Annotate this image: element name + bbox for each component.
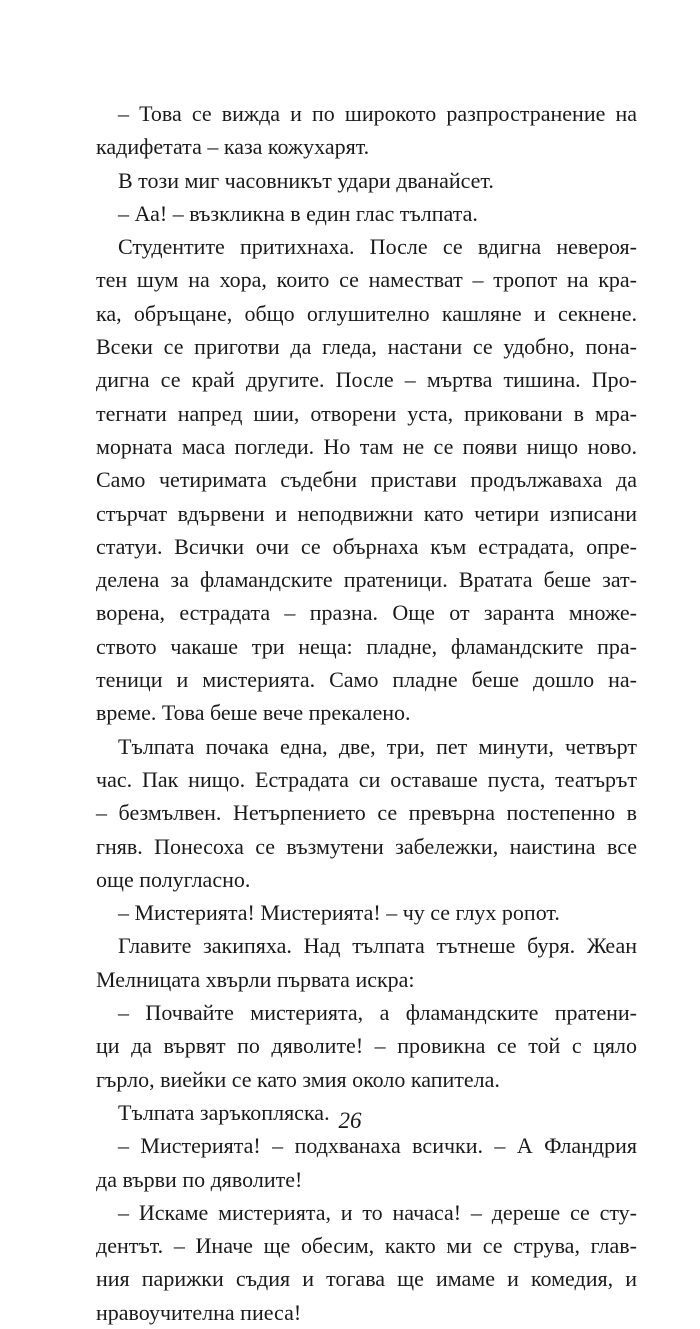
text-line: кадифетата – каза кожухарят. (96, 134, 370, 160)
paragraph (96, 197, 637, 230)
text-line: ка, обръщане, общо оглушително кашляне и секнене. (96, 300, 637, 326)
text-line: Тълпата почака една, две, три, пет минути, четвърт (118, 733, 637, 759)
text-line: статуи. Всички очи се обърнаха към естрадата, опре- (96, 533, 637, 559)
text-line: дентът. – Иначе ще обесим, както ми се струва, глав- (96, 1233, 637, 1259)
text-line: – Искаме мистерията, и то начаса! – дереше се сту- (118, 1199, 637, 1225)
text-line: – Мистерията! Мистерията! – чу се глух ропот. (118, 900, 560, 926)
text-line: Всеки се приготви да гледа, настани се удобно, пона- (96, 334, 637, 360)
text-line: гърло, виейки се като змия около капитела. (96, 1066, 500, 1092)
paragraph (96, 929, 637, 996)
paragraph (96, 996, 637, 1096)
text-line: гняв. Понесоха се възмутени забележки, наистина все (96, 833, 637, 859)
text-line: Тълпата заръкопляска. (118, 1099, 330, 1125)
text-line: ворена, естрадата – празна. Още от заранта множе- (96, 600, 637, 626)
text-line: час. Пак нищо. Естрадата си оставаше пуста, театърът (96, 766, 637, 792)
text-line: ци да вървят по дяволите! – провикна се той с цяло (96, 1033, 637, 1059)
page-number: 26 (338, 1108, 362, 1133)
text-line: Мелницата хвърли първата искра: (96, 966, 415, 992)
text-line: ния парижки съдия и тогава ще имаме и комедия, и (96, 1266, 637, 1292)
paragraph (96, 1196, 637, 1329)
paragraph (96, 97, 637, 164)
paragraph (96, 230, 637, 729)
text-line: – безмълвен. Нетърпението се превърна постепенно в (96, 800, 637, 826)
text-line: Студентите притихнаха. После се вдигна невероя- (118, 234, 637, 260)
text-line: морната маса погледи. Но там не се появи нищо ново. (96, 433, 637, 459)
text-line: теници и мистерията. Само пладне беше дошло на- (96, 667, 637, 693)
text-line: – Почвайте мистерията, а фламандските пратени- (118, 1000, 637, 1026)
paragraph (96, 730, 637, 896)
text-line: стърчат вдървени и неподвижни като четири изписани (96, 500, 637, 526)
text-line: – Това се вижда и по широкото разпространение на (118, 101, 637, 126)
text-line: още полугласно. (96, 866, 251, 892)
text-line: тегнати напред шии, отворени уста, приковани в мра- (96, 400, 637, 426)
text-line: Само четиримата съдебни пристави продължаваха да (96, 467, 637, 493)
paragraph (96, 896, 637, 929)
text-line: В този миг часовникът удари дванайсет. (118, 167, 494, 193)
text-line: дигна се край другите. После – мъртва тишина. Про- (96, 367, 637, 393)
text-line: нравоучителна пиеса! (96, 1299, 302, 1325)
text-line: време. Това беше вече прекалено. (96, 700, 411, 726)
text-line: Главите закипяха. Над тълпата тътнеше буря. Жеан (118, 933, 637, 959)
body-text (96, 97, 637, 1329)
text-line: – Мистерията! – подхванаха всички. – А Фландрия (118, 1133, 637, 1159)
text-line: да върви по дяволите! (96, 1166, 303, 1192)
paragraph (96, 1129, 637, 1196)
text-line: – Аа! – възкликна в един глас тълпата. (118, 200, 478, 226)
text-line: ството чакаше три неща: пладне, фламандските пра- (96, 633, 637, 659)
text-line: тен шум на хора, които се наместват – тропот на кра- (96, 267, 637, 293)
paragraph (96, 164, 637, 197)
text-line: делена за фламандските пратеници. Вратата беше зат- (96, 567, 637, 593)
